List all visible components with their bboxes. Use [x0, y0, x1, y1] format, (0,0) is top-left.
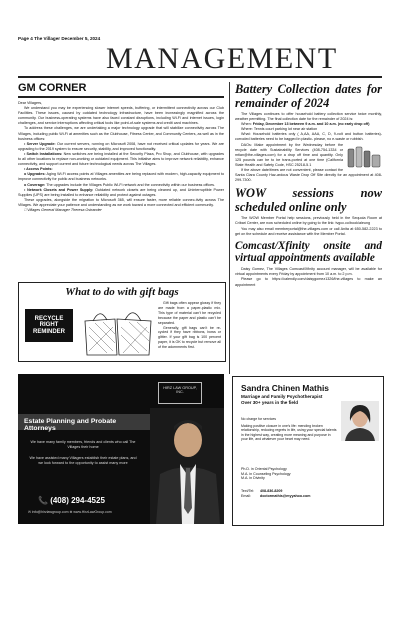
- section-masthead: [18, 42, 382, 78]
- mathis-services: No charge for services Making positive closure in one's life: mending broken relationship, reducing regrets in life, using your special talents in the highest way, creating more meaning and purpose in your life, and whatever your heart may need.: [241, 417, 337, 442]
- section-title: MANAGEMENT: [106, 42, 338, 75]
- mathis-email[interactable]: doctormathis@myyahoo.com: [260, 493, 311, 498]
- wow-paragraph-1: The WOW Member Portal help sessions, previously held in the Sequoia Room at Cribari Center, are now scheduled online by going to the link: tvgcc.co/book/aleung: [235, 216, 382, 226]
- wow-paragraph-2: You may also email memberportal@the-villages.com or call Anita at 650-582-2223 to get on the schedule and receive assistance with the Member Portal.: [235, 226, 382, 236]
- hirz-contact: ✉ info@hirzlawgroup.com ⊕ www.HirzLawGroup.com: [28, 510, 112, 514]
- gift-paragraph-1: Gift bags often appear glossy if they are made from a paper-plastic mix. This type of material can't be recycled because the paper and plastic can't be separated.: [158, 301, 221, 325]
- gm-bullet-access: • Access Points:: [24, 167, 53, 172]
- gm-bullet-switch: • Switch Installations: New switches are being installed at the Security Plaza, Pro Shop, and Clubhouse, with upgrades to all other locations to replace non-working or outdated equipment. This initiative aims to improve network reliability, enhance connectivity, and support current and future technological needs across The Villages.: [18, 151, 225, 167]
- mathis-contact: Text/Tel: 408-836-8209 Email: doctormathis@myyahoo.com: [241, 489, 311, 498]
- gm-bullet-server: • Server Upgrade: Our current servers, running on Microsoft 2008, have not received critical updates for years. We are upgrading to the 2019 system to ensure security, stability, and improved functionality.: [18, 141, 224, 151]
- mathis-credentials: Ph.D. in Oriental Psychology M.A. in Counseling Psychology M.A. in Divinity: [241, 467, 291, 481]
- gm-corner-title: GM CORNER: [18, 82, 224, 98]
- right-column: [235, 82, 382, 288]
- battery-what: What: Household batteries only ( A,AA, AAA, C, D, 9-volt and button batteries)- corroded batteries need to be bagged in plastic- please, no e-waste or rubbish.: [235, 132, 382, 142]
- therapist-photo: [341, 401, 379, 441]
- battery-where: Where: Tennis court parking lot near air station: [241, 127, 318, 132]
- gm-signature: ⎕ Villages General Manager Theresa Ostrander: [24, 207, 102, 212]
- issue-date: December 5, 2024: [61, 36, 101, 41]
- gm-paragraph-3: These upgrades, alongside the migration to Microsoft 365, will ensure faster, more reliable connec-tivity across The Villages. We appreciate your patience and understanding as we work toward a more connected and efficient community.: [18, 197, 224, 207]
- gift-bags-title: What to do with gift bags: [65, 286, 179, 298]
- battery-paragraph-2: DAOs: Make appointment by the Wednesday before the recycle date with Sustainability Services (408-754-1334 or mtian@the-villages.com) for a drop off time and quantity. Only 125 pounds can be to be trans-ported at one time (California State Health and Safety Code, HSC 25218-5.1: [235, 142, 343, 167]
- hirz-phone: 📞 (408) 294-4525: [38, 496, 105, 505]
- column-divider: [229, 82, 230, 374]
- publication-name: The Villager: [34, 36, 61, 41]
- battery-title: Battery Collection dates for remainder of 2024: [235, 82, 382, 110]
- gift-paragraph-2: Generally, gift bags can't be re-cycled if they have ribbons, bows or glitter. If your gift bag is 100 percent paper, it is OK to recycle but remove all of the adornments first.: [158, 325, 221, 350]
- gm-sub-upgrades: o Upgrades: Aging Wi-Fi access points at Villages amenities are being replaced with modern, high-capacity equipment to improve connectivity for public and business networks.: [18, 172, 224, 182]
- gm-corner-article: [18, 82, 224, 213]
- hirz-law-logo: HIRZ LAW GROUP, INC.: [158, 382, 202, 404]
- attorney-photo: [150, 408, 224, 524]
- comcast-title: Comcast/Xfinity onsite and virtual appointments available: [235, 239, 382, 265]
- mathis-ad: [232, 376, 384, 526]
- page-number: Page 4: [18, 36, 33, 41]
- comcast-paragraph-1: Daisy Gomez, The Villages Comcast/Xfinity account manager, will be available for virtual appointments every Friday by appointment from 10 a.m. to 2 p.m.: [235, 267, 382, 277]
- gift-bag-icon: [81, 303, 155, 357]
- hirz-description: We have many family members, friends and clients who call The Villages their home We have assisted many Villagers establish their estate plans, and we look forward to the opportunity to assist many more: [29, 440, 137, 465]
- page-header: [18, 36, 100, 41]
- wow-title: WOW sessions now scheduled online only: [235, 186, 382, 215]
- gift-bags-text: [158, 301, 221, 350]
- batteries-icon: [346, 143, 382, 171]
- recycle-right-badge: RECYCLE RIGHT REMINDER: [25, 309, 73, 342]
- battery-paragraph-1: The Villages continues to offer household battery collection service twice monthly, weather permitting. The final collection date for the remainder of 2024 is:: [235, 112, 382, 122]
- mathis-phone[interactable]: 408-836-8209: [260, 489, 283, 493]
- gift-bags-box: [18, 282, 226, 362]
- gm-bullet-network: • Network Closets and Power Supply: Outdated network closets are being cleaned up, and Uninterruptible Power Supplies (UPS) are being installed to enhance reliability and protect against outages.: [18, 187, 224, 197]
- mathis-role: Marriage and Family Psychotherapist Over 30+ years in the field: [241, 394, 323, 405]
- battery-paragraph-3: If the above date/times are not convenient, please contact the Santa Clara County Haz-ardous Waste Drop Off Site directly for an appointment at 408-299-7300.: [235, 168, 382, 183]
- battery-when: When: Friday, December 13 between 9 a.m. and 10 a.m. (no early drop off): [241, 122, 370, 127]
- gm-sub-coverage: o Coverage: The upgrades include the Villages Public Wi-Fi network and the connectivity within our business offices.: [24, 182, 216, 187]
- mathis-name: Sandra Chinen Mathis: [241, 383, 329, 393]
- gm-paragraph-1: We understand you may be experiencing slower internet speeds, buffering, or intermittent connectivity across our Club Facilities. These issues, caused by outdated technology infrastructure, have been increasingly magnified across the community. Our business-operating systems have also faced constant disruptions, including Wi-Fi and internet issues, login challenges, and service interruptions affecting critical tools like point-of-sale systems and credit card machines.: [18, 106, 224, 126]
- comcast-paragraph-2: Please go to https://calendly.com/daisygomez1326/the-villages to make an appointment: [235, 277, 382, 287]
- gm-greeting: Dear Villagers,: [18, 101, 43, 105]
- hirz-law-ad: [18, 374, 224, 524]
- gm-paragraph-2: To address these challenges, we are undertaking a major technology upgrade that will stabilize connectivity across The Villages, including public Wi-Fi at amenities such as the Clubhouse, Fitness Center, and Community Centers, as well as in the business offices:: [18, 126, 224, 141]
- hirz-headline: Estate Planning and Probate Attorneys: [24, 418, 117, 432]
